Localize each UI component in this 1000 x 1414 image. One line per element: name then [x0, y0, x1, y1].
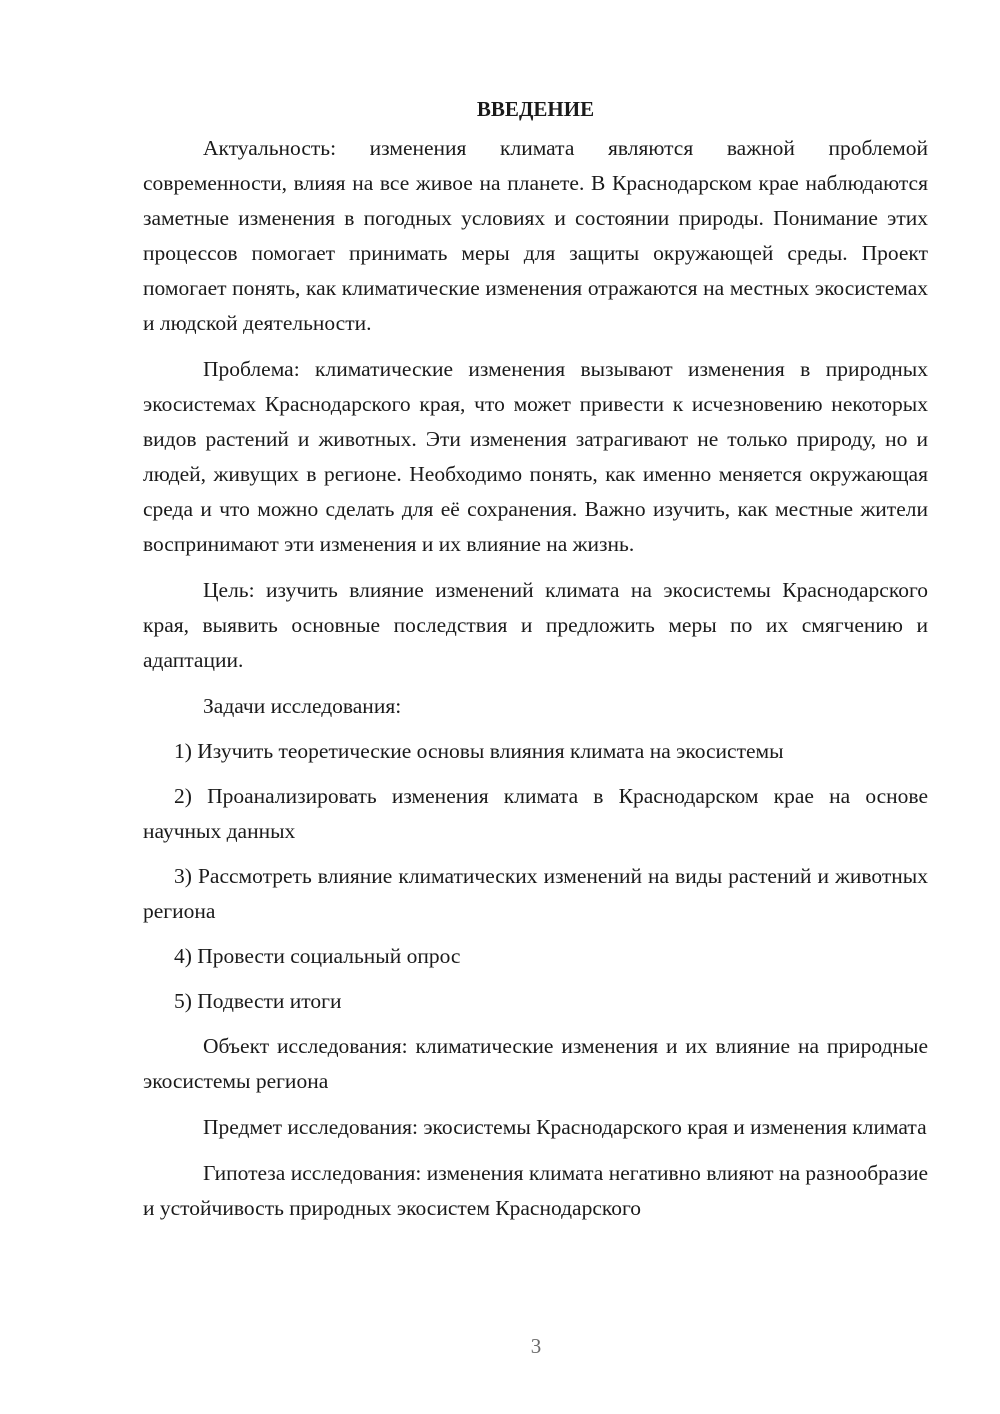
hypothesis-paragraph: Гипотеза исследования: изменения климата негативно влияют на разнообразие и устойчивость природных экосистем Краснодарского	[143, 1161, 928, 1220]
subject-paragraph: Предмет исследования: экосистемы Краснодарского края и изменения климата	[203, 1115, 927, 1139]
relevance-paragraph: Актуальность: изменения климата являются важной проблемой современности, влияя на все живое на планете. В Краснодарском крае наблюдаются заметные изменения в погодных условиях и состоянии природы. Понимание этих процессов помогает принимать меры для защиты окружающей среды. Проект помогает понять, как климатические изменения отражаются на местных экосистемах и людской деятельности.	[143, 136, 928, 335]
section-title: ВВЕДЕНИЕ	[476, 97, 595, 121]
task-item: 4) Провести социальный опрос	[174, 944, 461, 968]
goal-paragraph: Цель: изучить влияние изменений климата на экосистемы Краснодарского края, выявить основные последствия и предложить меры по их смягчению и адаптации.	[143, 578, 928, 672]
problem-paragraph: Проблема: климатические изменения вызывают изменения в природных экосистемах Краснодарского края, что может привести к исчезновению некоторых видов растений и животных. Эти изменения затрагивают не только природу, но и людей, живущих в регионе. Необходимо понять, как именно меняется окружающая среда и что можно сделать для её сохранения. Важно изучить, как местные жители воспринимают эти изменения и их влияние на жизнь.	[143, 357, 928, 556]
task-item: 1) Изучить теоретические основы влияния климата на экосистемы	[174, 739, 784, 763]
task-item: 3) Рассмотреть влияние климатических изменений на виды растений и животных региона	[143, 864, 928, 923]
object-paragraph: Объект исследования: климатические изменения и их влияние на природные экосистемы региона	[143, 1034, 928, 1093]
tasks-list	[143, 734, 928, 1019]
tasks-label: Задачи исследования:	[203, 694, 402, 718]
document-page	[143, 92, 928, 1226]
task-item: 2) Проанализировать изменения климата в Краснодарском крае на основе научных данных	[143, 784, 928, 843]
task-item: 5) Подвести итоги	[174, 989, 342, 1013]
page-number: 3	[530, 1334, 542, 1358]
